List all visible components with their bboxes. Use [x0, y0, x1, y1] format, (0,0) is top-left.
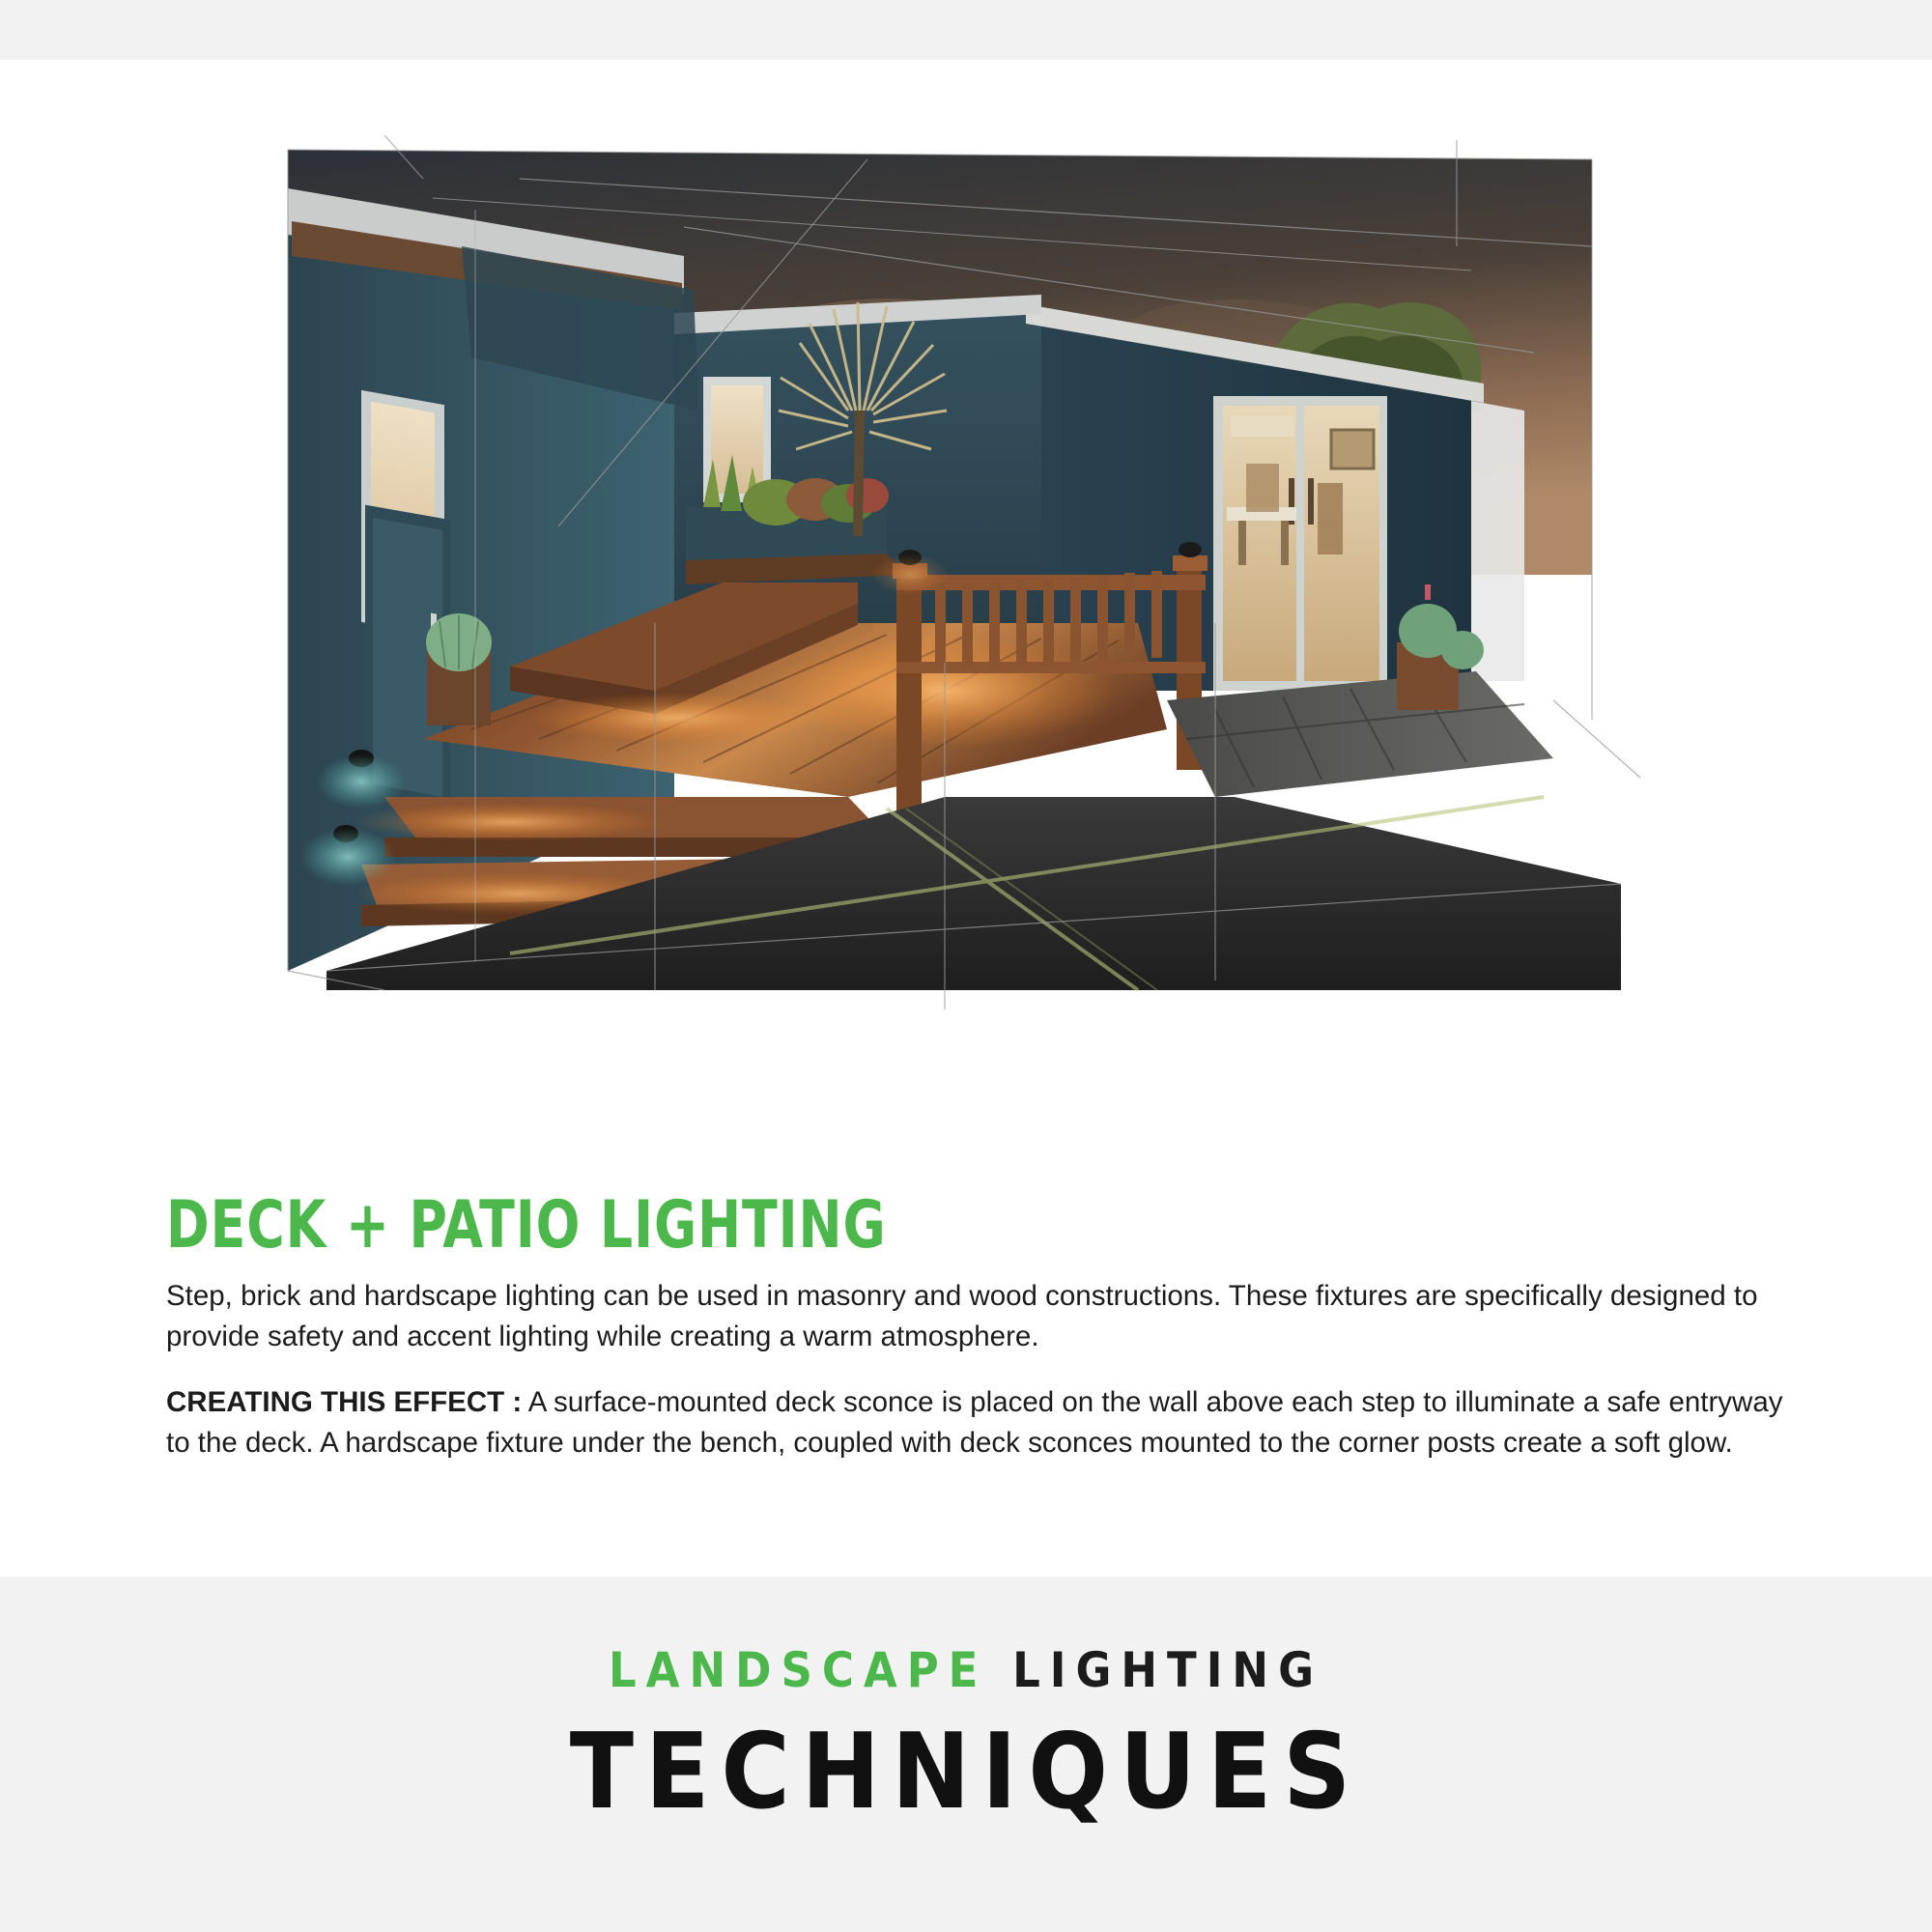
footer-band [0, 1577, 1932, 1932]
effect-text: A surface-mounted deck sconce is placed on the wall above each step to illuminate a safe entryway to the deck. A hardscape fixture under the bench, coupled with deck sconces mounted to the corner posts create a soft glow. [166, 1385, 1783, 1459]
footer-word-landscape: LANDSCAPE [609, 1642, 988, 1698]
footer-title-line-2: TECHNIQUES [569, 1712, 1363, 1833]
effect-paragraph [166, 1382, 1789, 1463]
scene-svg [269, 121, 1718, 1116]
deck-patio-illustration [269, 121, 1718, 1116]
intro-paragraph: Step, brick and hardscape lighting can be used in masonry and wood constructions. These fixtures are specifically designed to provide safety and accent lighting while creating a warm atmosphere. [166, 1280, 1758, 1352]
footer-title-line-1 [0, 1642, 1932, 1698]
page-title: DECK + PATIO LIGHTING [166, 1187, 887, 1264]
effect-label: CREATING THIS EFFECT : [166, 1385, 523, 1418]
footer-word-lighting: LIGHTING [1012, 1642, 1323, 1698]
article-content [166, 1187, 1789, 1489]
